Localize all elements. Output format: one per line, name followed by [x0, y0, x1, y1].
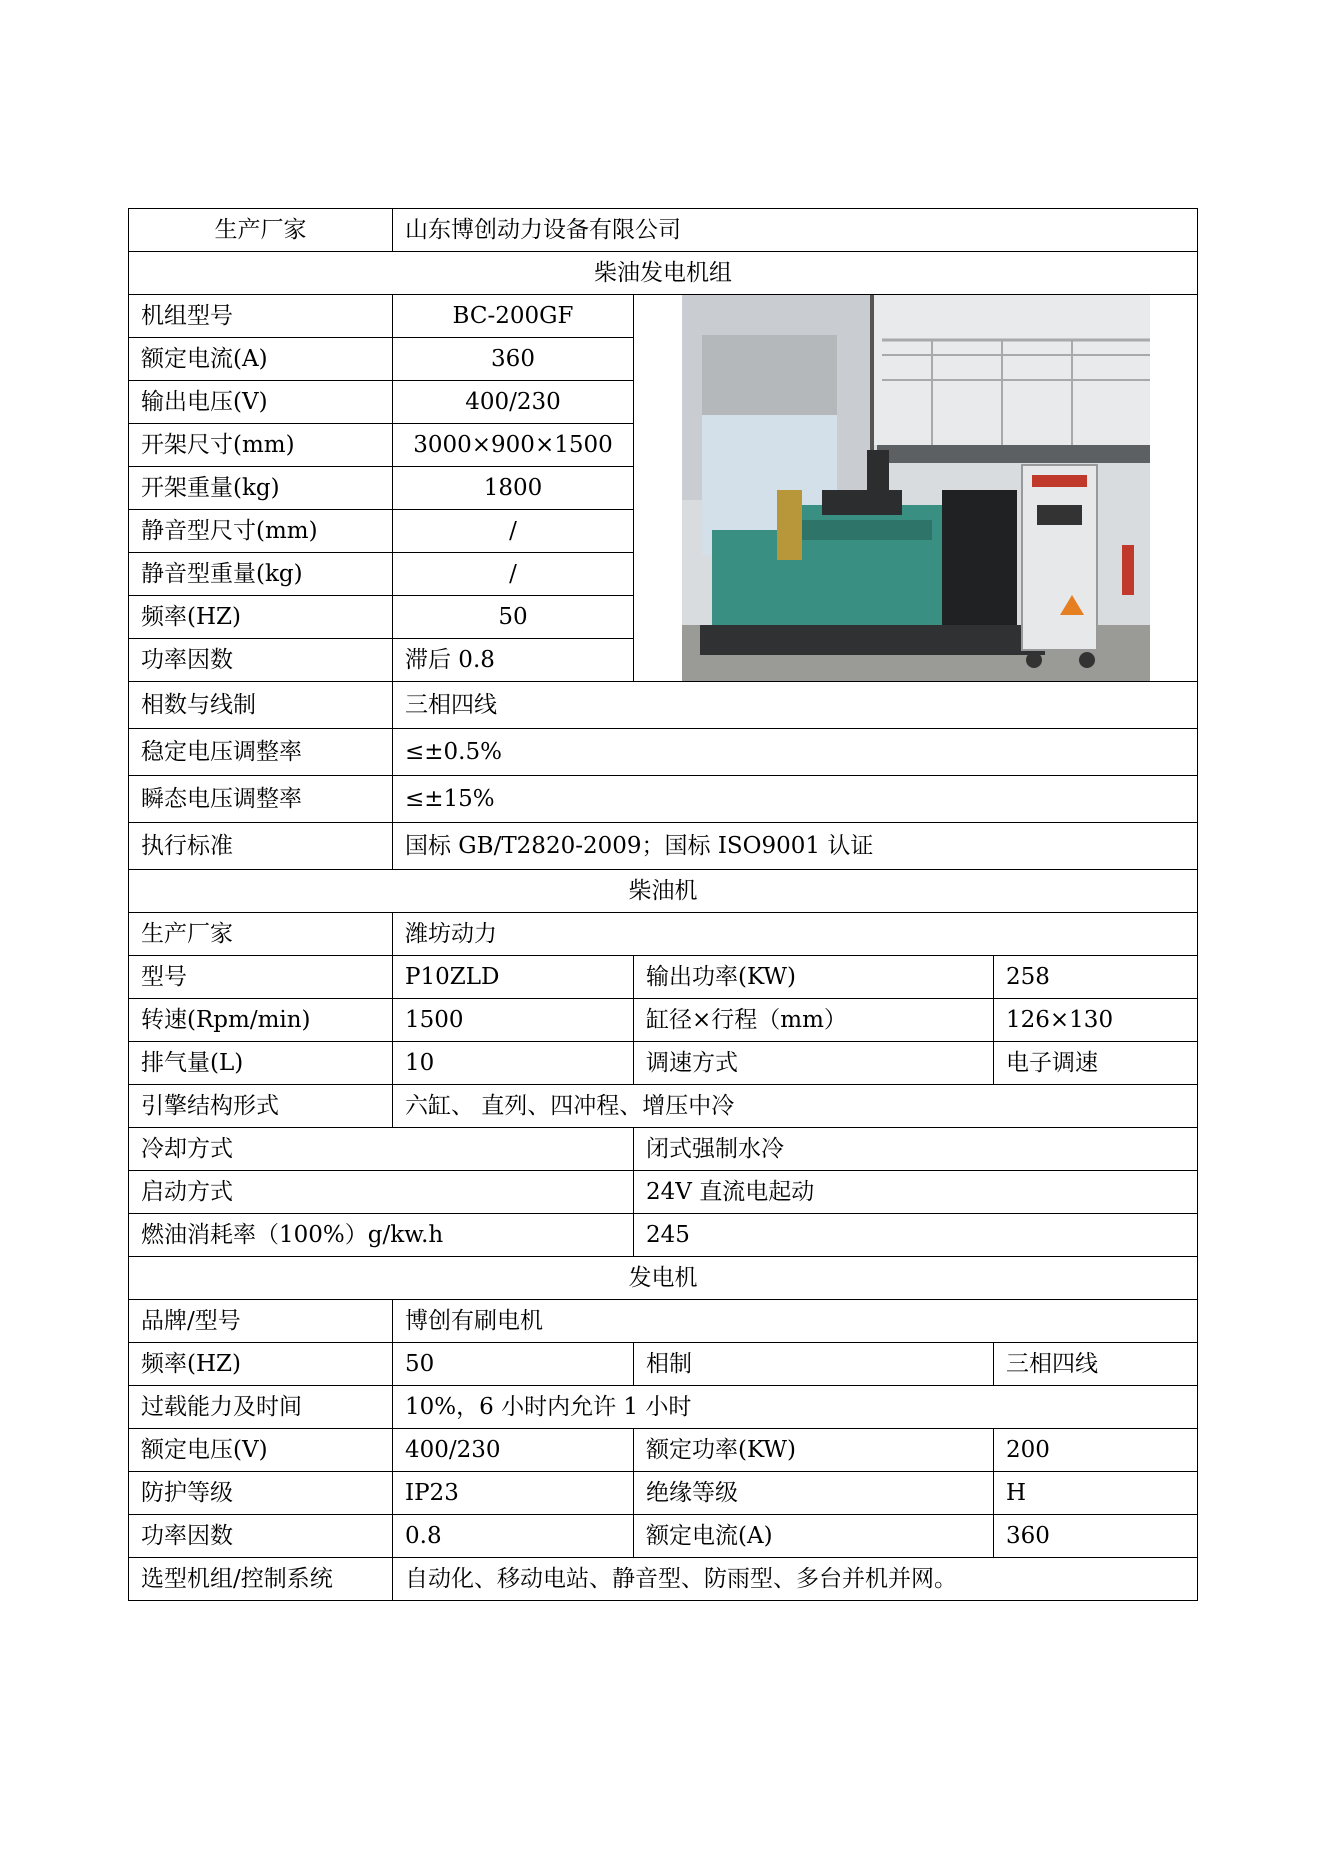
- table-row: [129, 1386, 1198, 1429]
- alt-phase-label: 相制: [634, 1343, 994, 1386]
- transient-regulation-value: ≤±15%: [393, 776, 1198, 823]
- speed-label: 转速(Rpm/min): [129, 999, 393, 1042]
- alt-power-factor-label: 功率因数: [129, 1515, 393, 1558]
- output-power-value: 258: [994, 956, 1198, 999]
- brand-value: 博创有刷电机: [393, 1300, 1198, 1343]
- cooling-label: 冷却方式: [129, 1128, 634, 1171]
- engine-manufacturer-value: 潍坊动力: [393, 913, 1198, 956]
- alt-rated-current-label: 额定电流(A): [634, 1515, 994, 1558]
- structure-value: 六缸、 直列、四冲程、增压中冷: [393, 1085, 1198, 1128]
- alt-phase-value: 三相四线: [994, 1343, 1198, 1386]
- table-row: [129, 1300, 1198, 1343]
- alternator-title: 发电机: [129, 1257, 1198, 1300]
- output-voltage-value: 400/230: [393, 381, 634, 424]
- steady-regulation-label: 稳定电压调整率: [129, 729, 393, 776]
- standard-label: 执行标准: [129, 823, 393, 870]
- open-size-label: 开架尺寸(mm): [129, 424, 393, 467]
- table-row: [129, 729, 1198, 776]
- table-row: [129, 823, 1198, 870]
- genset-photo: [634, 295, 1198, 682]
- table-row: [129, 1085, 1198, 1128]
- engine-model-value: P10ZLD: [393, 956, 634, 999]
- governor-label: 调速方式: [634, 1042, 994, 1085]
- table-row: [129, 1558, 1198, 1601]
- table-row: [129, 1429, 1198, 1472]
- table-row: [129, 1171, 1198, 1214]
- genset-section-header: [129, 252, 1198, 295]
- overload-value: 10%，6 小时内允许 1 小时: [393, 1386, 1198, 1429]
- manufacturer-value: 山东博创动力设备有限公司: [393, 209, 1198, 252]
- table-row: [129, 1042, 1198, 1085]
- manufacturer-label: 生产厂家: [129, 209, 393, 252]
- bore-stroke-value: 126×130: [994, 999, 1198, 1042]
- protection-value: IP23: [393, 1472, 634, 1515]
- options-value: 自动化、移动电站、静音型、防雨型、多台并机并网。: [393, 1558, 1198, 1601]
- governor-value: 电子调速: [994, 1042, 1198, 1085]
- overload-label: 过载能力及时间: [129, 1386, 393, 1429]
- rated-current-label: 额定电流(A): [129, 338, 393, 381]
- frequency-value: 50: [393, 596, 634, 639]
- phase-value: 三相四线: [393, 682, 1198, 729]
- standard-value: 国标 GB/T2820-2009；国标 ISO9001 认证: [393, 823, 1198, 870]
- output-voltage-label: 输出电压(V): [129, 381, 393, 424]
- rated-voltage-label: 额定电压(V): [129, 1429, 393, 1472]
- rated-voltage-value: 400/230: [393, 1429, 634, 1472]
- fuel-consumption-value: 245: [634, 1214, 1198, 1257]
- alt-rated-current-value: 360: [994, 1515, 1198, 1558]
- spec-table: [128, 208, 1198, 1601]
- table-row: [129, 295, 1198, 338]
- bore-stroke-label: 缸径×行程（mm）: [634, 999, 994, 1042]
- model-value: BC-200GF: [393, 295, 634, 338]
- table-row: [129, 913, 1198, 956]
- rated-current-value: 360: [393, 338, 634, 381]
- rated-power-value: 200: [994, 1429, 1198, 1472]
- genset-title: 柴油发电机组: [129, 252, 1198, 295]
- table-row: [129, 776, 1198, 823]
- table-row: [129, 1515, 1198, 1558]
- table-row: [129, 1343, 1198, 1386]
- fuel-consumption-label: 燃油消耗率（100%）g/kw.h: [129, 1214, 634, 1257]
- alt-frequency-label: 频率(HZ): [129, 1343, 393, 1386]
- engine-model-label: 型号: [129, 956, 393, 999]
- transient-regulation-label: 瞬态电压调整率: [129, 776, 393, 823]
- cooling-value: 闭式强制水冷: [634, 1128, 1198, 1171]
- table-row: [129, 1128, 1198, 1171]
- start-value: 24V 直流电起动: [634, 1171, 1198, 1214]
- open-weight-value: 1800: [393, 467, 634, 510]
- structure-label: 引擎结构形式: [129, 1085, 393, 1128]
- options-label: 选型机组/控制系统: [129, 1558, 393, 1601]
- insulation-label: 绝缘等级: [634, 1472, 994, 1515]
- table-row: [129, 1214, 1198, 1257]
- frequency-label: 频率(HZ): [129, 596, 393, 639]
- displacement-label: 排气量(L): [129, 1042, 393, 1085]
- table-row: [129, 1472, 1198, 1515]
- insulation-value: H: [994, 1472, 1198, 1515]
- rated-power-label: 额定功率(KW): [634, 1429, 994, 1472]
- speed-value: 1500: [393, 999, 634, 1042]
- open-weight-label: 开架重量(kg): [129, 467, 393, 510]
- phase-label: 相数与线制: [129, 682, 393, 729]
- alternator-section-header: [129, 1257, 1198, 1300]
- output-power-label: 输出功率(KW): [634, 956, 994, 999]
- brand-label: 品牌/型号: [129, 1300, 393, 1343]
- generator-set-image: [682, 295, 1150, 682]
- engine-section-header: [129, 870, 1198, 913]
- open-size-value: 3000×900×1500: [393, 424, 634, 467]
- displacement-value: 10: [393, 1042, 634, 1085]
- alt-power-factor-value: 0.8: [393, 1515, 634, 1558]
- engine-title: 柴油机: [129, 870, 1198, 913]
- protection-label: 防护等级: [129, 1472, 393, 1515]
- manufacturer-row: [129, 209, 1198, 252]
- model-label: 机组型号: [129, 295, 393, 338]
- alt-frequency-value: 50: [393, 1343, 634, 1386]
- steady-regulation-value: ≤±0.5%: [393, 729, 1198, 776]
- engine-manufacturer-label: 生产厂家: [129, 913, 393, 956]
- power-factor-value: 滞后 0.8: [393, 639, 634, 682]
- table-row: [129, 956, 1198, 999]
- table-row: [129, 682, 1198, 729]
- silent-size-label: 静音型尺寸(mm): [129, 510, 393, 553]
- silent-weight-label: 静音型重量(kg): [129, 553, 393, 596]
- silent-size-value: /: [393, 510, 634, 553]
- table-row: [129, 999, 1198, 1042]
- silent-weight-value: /: [393, 553, 634, 596]
- start-label: 启动方式: [129, 1171, 634, 1214]
- power-factor-label: 功率因数: [129, 639, 393, 682]
